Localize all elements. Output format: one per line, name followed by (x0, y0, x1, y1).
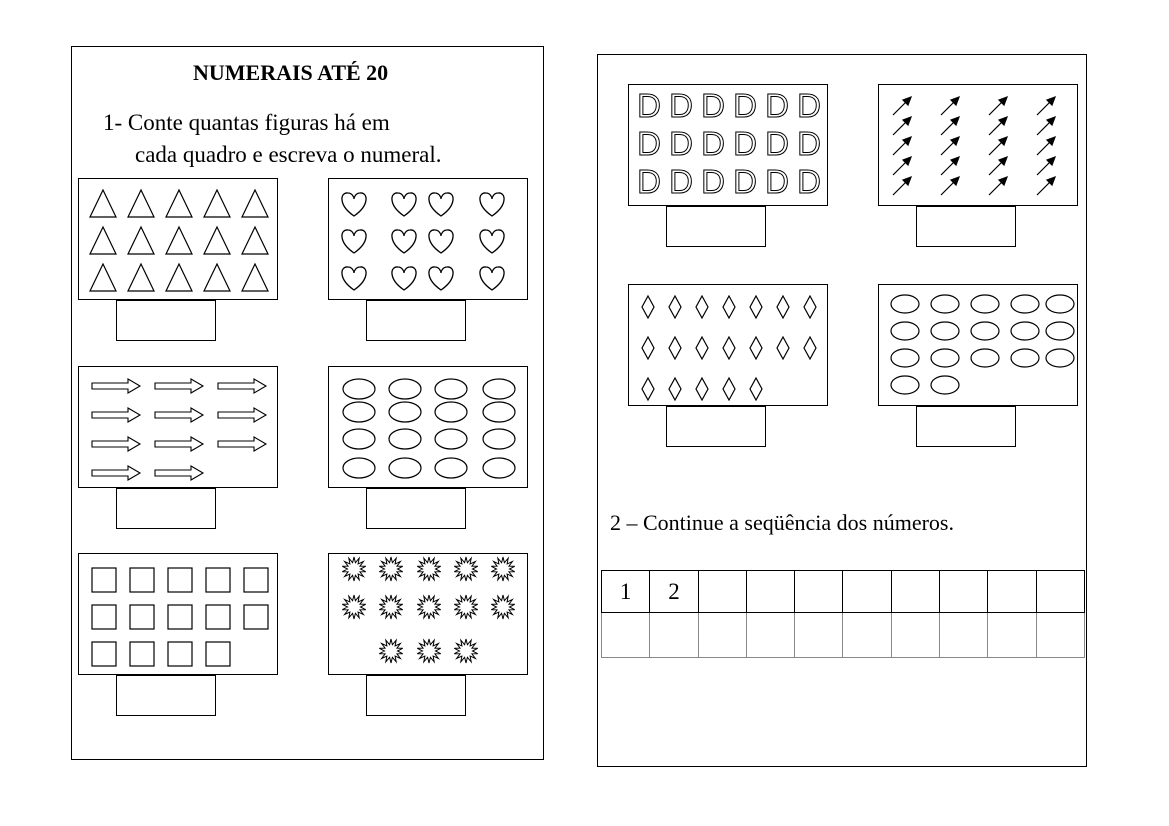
answer-box-squares[interactable] (116, 675, 216, 716)
oval-icon (931, 295, 959, 313)
sequence-cell[interactable] (891, 571, 939, 613)
triangle-icon (204, 227, 230, 254)
ellipse-icon (483, 379, 515, 399)
oval-icon (971, 349, 999, 367)
arrow-icon (218, 379, 266, 393)
figure-box-diagonal-arrows (878, 84, 1078, 206)
diamond-icon (669, 378, 681, 400)
starburst-icon (417, 557, 440, 581)
figure-box-ellipses (328, 366, 528, 488)
diamond-icon (750, 296, 762, 318)
diamond-icon (777, 337, 789, 359)
sequence-cell[interactable] (698, 613, 746, 658)
letter-d-icon: D (669, 87, 693, 124)
heart-icon (392, 230, 416, 253)
ellipse-icon (329, 367, 529, 489)
answer-box-diamonds[interactable] (666, 406, 766, 447)
letter-d-icon: D (637, 87, 661, 124)
square-icon (92, 605, 116, 629)
ellipse-icon (389, 458, 421, 478)
ellipse-icon (389, 379, 421, 399)
diamond-icon (669, 296, 681, 318)
oval-icon (1011, 295, 1039, 313)
figure-box-triangles (78, 178, 278, 300)
heart-icon (480, 230, 504, 253)
arrow-icon (218, 437, 266, 451)
square-icon (206, 568, 230, 592)
letter-d-icon: D (637, 125, 661, 162)
heart-icon (480, 193, 504, 216)
sequence-cell[interactable] (988, 613, 1036, 658)
letter-d-icon (629, 85, 829, 207)
oval-icon (1046, 349, 1074, 367)
figure-box-squares (78, 553, 278, 675)
ellipse-icon (435, 379, 467, 399)
triangle-icon (128, 227, 154, 254)
ellipse-icon (483, 429, 515, 449)
diamond-icon (629, 285, 829, 407)
diamond-icon (696, 296, 708, 318)
triangle-icon (204, 264, 230, 291)
letter-d-icon: D (733, 163, 757, 200)
question-1-line-1: 1- Conte quantas figuras há em (103, 110, 390, 135)
sequence-cell[interactable] (940, 571, 988, 613)
sequence-cell[interactable] (843, 571, 891, 613)
arrow-icon (218, 408, 266, 422)
sequence-cell[interactable] (795, 613, 843, 658)
diamond-icon (696, 337, 708, 359)
arrow-icon (79, 367, 279, 489)
sequence-cell[interactable]: 1 (602, 571, 650, 613)
ellipse-icon (435, 402, 467, 422)
diamond-icon (723, 378, 735, 400)
triangle-icon (242, 264, 268, 291)
sequence-cell[interactable] (1036, 571, 1084, 613)
oval-icon (1046, 295, 1074, 313)
starburst-icon (342, 557, 365, 581)
square-icon (92, 642, 116, 666)
heart-icon (429, 267, 453, 290)
heart-icon (392, 267, 416, 290)
oval-icon (891, 295, 919, 313)
starburst-icon (454, 639, 477, 663)
diamond-icon (642, 378, 654, 400)
question-1-line-2: cada quadro e escreva o numeral. (135, 142, 442, 167)
square-icon (168, 605, 192, 629)
figure-box-hearts (328, 178, 528, 300)
sequence-cell[interactable] (746, 571, 794, 613)
triangle-icon (242, 190, 268, 217)
sequence-cell[interactable] (988, 571, 1036, 613)
square-icon (92, 568, 116, 592)
sequence-cell[interactable] (843, 613, 891, 658)
letter-d-icon: D (765, 87, 789, 124)
square-icon (244, 605, 268, 629)
figure-box-ovals (878, 284, 1078, 406)
square-icon (244, 568, 268, 592)
starburst-icon (342, 595, 365, 619)
letter-d-icon: D (701, 87, 725, 124)
letter-d-icon: D (669, 125, 693, 162)
starburst-icon (379, 557, 402, 581)
worksheet-title: NUMERAIS ATÉ 20 (193, 60, 389, 85)
oval-icon (971, 295, 999, 313)
square-icon (168, 642, 192, 666)
square-icon (206, 642, 230, 666)
diamond-icon (642, 296, 654, 318)
starburst-icon (379, 639, 402, 663)
triangle-icon (90, 190, 116, 217)
ellipse-icon (483, 402, 515, 422)
heart-icon (342, 193, 366, 216)
triangle-icon (204, 190, 230, 217)
sequence-cell[interactable] (602, 613, 650, 658)
answer-box-starbursts[interactable] (366, 675, 466, 716)
sequence-cell[interactable]: 2 (650, 571, 698, 613)
diamond-icon (777, 296, 789, 318)
question-2-text: 2 – Continue a seqüência dos números. (610, 510, 954, 535)
triangle-icon (128, 264, 154, 291)
letter-d-icon: D (797, 163, 821, 200)
starburst-icon (417, 595, 440, 619)
diamond-icon (723, 296, 735, 318)
oval-icon (931, 376, 959, 394)
oval-icon (1046, 322, 1074, 340)
triangle-icon (166, 264, 192, 291)
square-icon (130, 642, 154, 666)
ellipse-icon (483, 458, 515, 478)
diamond-icon (642, 337, 654, 359)
sequence-cell[interactable] (698, 571, 746, 613)
square-icon (130, 605, 154, 629)
arrow-icon (155, 379, 203, 393)
ellipse-icon (343, 429, 375, 449)
oval-icon (891, 322, 919, 340)
diagonal-arrow-icon (879, 85, 1079, 207)
answer-box-ellipses[interactable] (366, 488, 466, 529)
answer-box-hearts[interactable] (366, 300, 466, 341)
starburst-icon (491, 595, 514, 619)
diamond-icon (669, 337, 681, 359)
square-icon (79, 554, 279, 676)
letter-d-icon: D (765, 125, 789, 162)
starburst-icon (329, 554, 529, 676)
triangle-icon (166, 190, 192, 217)
letter-d-icon: D (765, 163, 789, 200)
ellipse-icon (343, 402, 375, 422)
oval-icon (971, 322, 999, 340)
starburst-icon (379, 595, 402, 619)
number-sequence-table (601, 570, 1085, 658)
arrow-icon (155, 408, 203, 422)
sequence-cell[interactable] (650, 613, 698, 658)
diamond-icon (723, 337, 735, 359)
triangle-icon (242, 227, 268, 254)
answer-box-triangles[interactable] (116, 300, 216, 341)
letter-d-icon: D (701, 125, 725, 162)
ellipse-icon (389, 429, 421, 449)
diamond-icon (804, 296, 816, 318)
sequence-cell[interactable] (891, 613, 939, 658)
sequence-cell[interactable] (795, 571, 843, 613)
triangle-icon (90, 264, 116, 291)
oval-icon (1011, 322, 1039, 340)
answer-box-diagonal-arrows[interactable] (916, 206, 1016, 247)
figure-box-letter-d (628, 84, 828, 206)
oval-icon (891, 349, 919, 367)
triangle-icon (128, 190, 154, 217)
oval-icon (931, 322, 959, 340)
diamond-icon (696, 378, 708, 400)
starburst-icon (454, 595, 477, 619)
ellipse-icon (435, 429, 467, 449)
answer-box-ovals[interactable] (916, 406, 1016, 447)
arrow-icon (92, 408, 140, 422)
square-icon (168, 568, 192, 592)
letter-d-icon: D (701, 163, 725, 200)
heart-icon (329, 179, 529, 301)
triangle-icon (79, 179, 279, 301)
heart-icon (342, 267, 366, 290)
sequence-cell[interactable] (746, 613, 794, 658)
oval-icon (1011, 349, 1039, 367)
heart-icon (392, 193, 416, 216)
letter-d-icon: D (669, 163, 693, 200)
letter-d-icon: D (797, 87, 821, 124)
triangle-icon (166, 227, 192, 254)
starburst-icon (417, 639, 440, 663)
oval-icon (931, 349, 959, 367)
starburst-icon (491, 557, 514, 581)
oval-icon (879, 285, 1079, 407)
letter-d-icon: D (733, 125, 757, 162)
sequence-row-1 (602, 571, 1085, 613)
arrow-icon (155, 466, 203, 480)
diamond-icon (750, 378, 762, 400)
answer-box-arrows[interactable] (116, 488, 216, 529)
heart-icon (480, 267, 504, 290)
heart-icon (429, 193, 453, 216)
diamond-icon (750, 337, 762, 359)
sequence-row-2 (602, 613, 1085, 658)
triangle-icon (90, 227, 116, 254)
answer-box-letter-d[interactable] (666, 206, 766, 247)
starburst-icon (454, 557, 477, 581)
ellipse-icon (389, 402, 421, 422)
diamond-icon (804, 337, 816, 359)
letter-d-icon: D (637, 163, 661, 200)
ellipse-icon (343, 458, 375, 478)
arrow-icon (92, 437, 140, 451)
ellipse-icon (435, 458, 467, 478)
letter-d-icon: D (797, 125, 821, 162)
arrow-icon (92, 466, 140, 480)
oval-icon (891, 376, 919, 394)
figure-box-arrows (78, 366, 278, 488)
square-icon (130, 568, 154, 592)
sequence-cell[interactable] (940, 613, 988, 658)
arrow-icon (92, 379, 140, 393)
heart-icon (342, 230, 366, 253)
letter-d-icon: D (733, 87, 757, 124)
arrow-icon (155, 437, 203, 451)
sequence-cell[interactable] (1036, 613, 1084, 658)
ellipse-icon (343, 379, 375, 399)
square-icon (206, 605, 230, 629)
figure-box-diamonds (628, 284, 828, 406)
heart-icon (429, 230, 453, 253)
figure-box-starbursts (328, 553, 528, 675)
